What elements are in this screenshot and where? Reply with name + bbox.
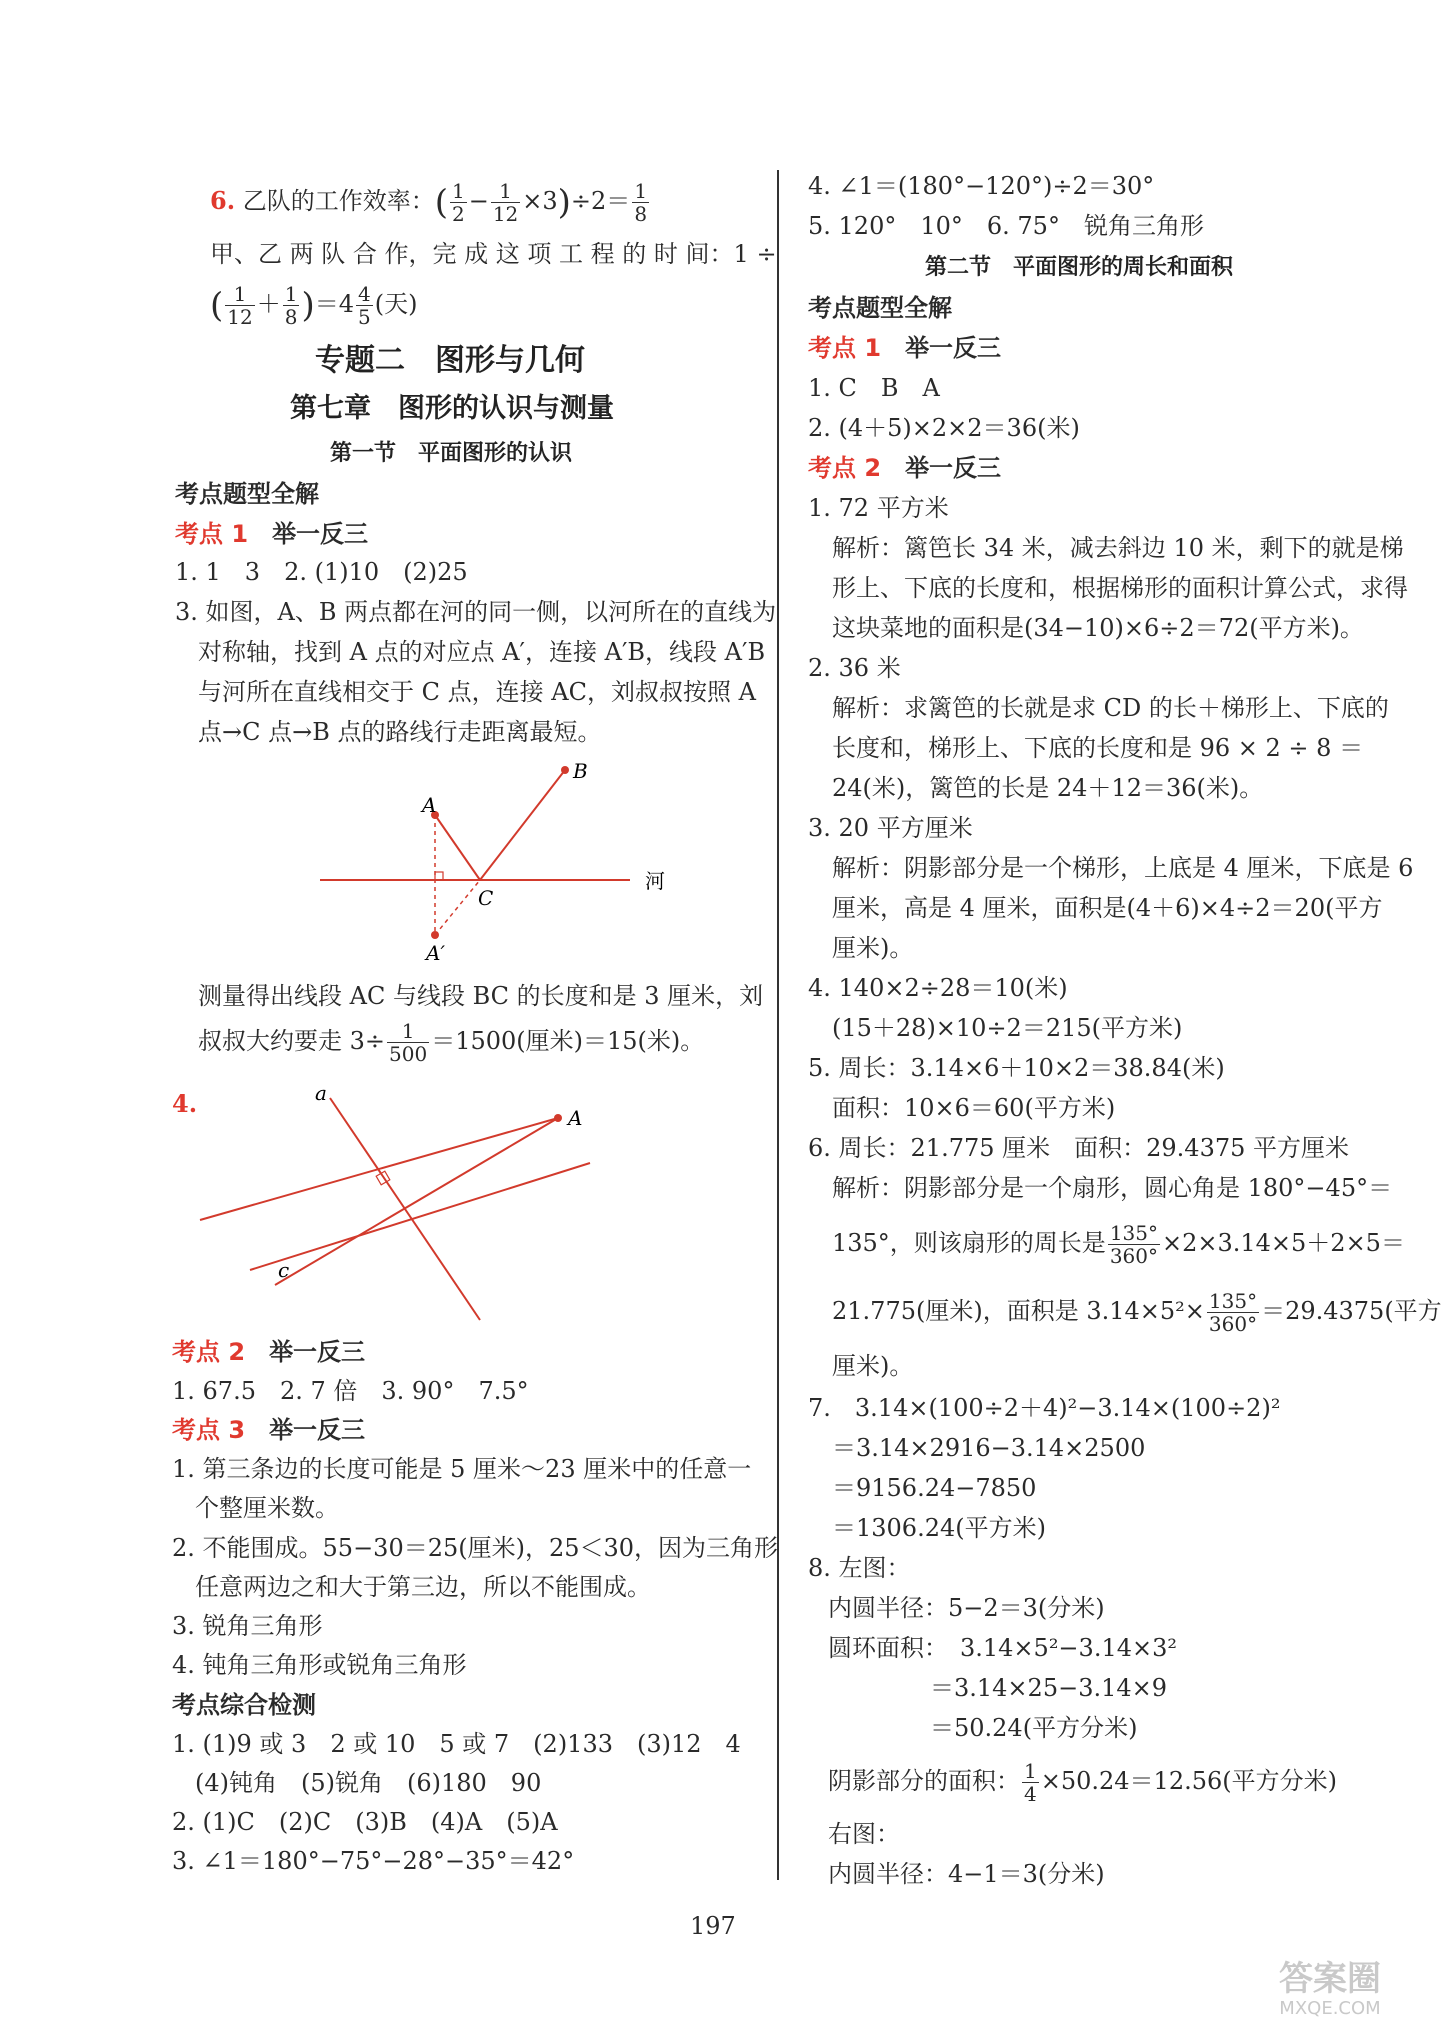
k2-3: 3. 20 平方厘米 <box>808 814 973 842</box>
k2-2a: 解析：求篱笆的长就是求 CD 的长＋梯形上、下底的 <box>832 694 1389 722</box>
k2-8: 8. 左图： <box>808 1554 911 1582</box>
zh-2: 2. (1)C (2)C (3)B (4)A (5)A <box>172 1808 558 1836</box>
kd3-3: 3. 锐角三角形 <box>172 1612 323 1640</box>
label-A: A <box>422 793 437 817</box>
k2-2c: 24(米)，篱笆的长是 24＋12＝36(米)。 <box>832 774 1264 802</box>
k2-6b: 135°，则该扇形的周长是 $\frac{135^\circ}{360^\circ}$ ×2×3.14×5＋2×5＝ <box>832 1221 1405 1268</box>
kd3-2b: 任意两边之和大于第三边，所以不能围成。 <box>195 1573 651 1601</box>
k2-1a: 解析：篱笆长 34 米，减去斜边 10 米，剩下的就是梯 <box>832 534 1404 562</box>
kd1-heading: 考点 1 举一反三 <box>175 520 369 548</box>
page-number: 197 <box>690 1912 736 1940</box>
left-column <box>150 0 779 1900</box>
kd3-1b: 个整厘米数。 <box>195 1494 339 1522</box>
k2-8f: 右图： <box>828 1820 900 1848</box>
r-kd2-heading: 考点 2 举一反三 <box>808 454 1002 482</box>
segment-A2C <box>435 880 480 935</box>
k2-5b: 面积：10×6＝60(平方米) <box>832 1094 1116 1122</box>
right-column <box>800 0 1442 1900</box>
label-B: B <box>573 759 588 783</box>
k2-3b: 厘米，高是 4 厘米，面积是(4＋6)×4÷2＝20(平方 <box>832 894 1383 922</box>
q3-after1: 测量得出线段 AC 与线段 BC 的长度和是 3 厘米，刘 <box>198 982 764 1010</box>
fraction: $\frac{1}{2}$ <box>451 179 465 226</box>
k2-7a: 7. 3.14×(100÷2＋4)²−3.14×(100÷2)² <box>808 1394 1281 1422</box>
k2-4b: (15＋28)×10÷2＝215(平方米) <box>832 1014 1183 1042</box>
point-A <box>554 1114 562 1122</box>
zh-heading: 考点综合检测 <box>172 1691 316 1719</box>
q3-line3: 与河所在直线相交于 C 点，连接 AC，刘叔叔按照 A <box>198 678 756 706</box>
column-divider <box>777 170 779 1880</box>
r4: 4. ∠1＝(180°−120°)÷2＝30° <box>808 172 1155 200</box>
perpendicular-line <box>275 1118 558 1285</box>
r5: 5. 120° 10° 6. 75° 锐角三角形 <box>808 212 1204 240</box>
chapter-title: 第七章 图形的认识与测量 <box>290 393 614 424</box>
topic-title: 专题二 图形与几何 <box>315 343 585 378</box>
right-angle-mark <box>435 872 443 880</box>
zh-1b: (4)钝角 (5)锐角 (6)180 90 <box>195 1769 542 1797</box>
k2-6a: 解析：阴影部分是一个扇形，圆心角是 180°−45°＝ <box>832 1174 1393 1202</box>
fraction: $\frac{1}{12}$ <box>492 179 519 226</box>
k2-8b: 圆环面积： 3.14×5²−3.14×3² <box>828 1634 1177 1662</box>
label-a: a <box>315 1081 327 1105</box>
kd2-answers: 1. 67.5 2. 7 倍 3. 90° 7.5° <box>172 1377 529 1405</box>
k2-4a: 4. 140×2÷28＝10(米) <box>808 974 1068 1002</box>
point-B <box>561 766 569 774</box>
parallel-lines-diagram <box>190 1081 710 1335</box>
kd3-2a: 2. 不能围成。55−30＝25(厘米)，25＜30，因为三角形 <box>172 1534 779 1562</box>
k2-1: 1. 72 平方米 <box>808 494 949 522</box>
section2-title: 第二节 平面图形的周长和面积 <box>925 255 1234 280</box>
q3-after2: 叔叔大约要走 3÷ $\frac{1}{500}$ ＝1500(厘米)＝15(米)。 <box>198 1019 705 1066</box>
fraction: $\frac{1}{8}$ <box>634 179 648 226</box>
label-C: C <box>478 886 494 910</box>
k2-3c: 厘米)。 <box>832 934 914 962</box>
k2-8e: 阴影部分的面积： $\frac{1}{4}$ ×50.24＝12.56(平方分米) <box>828 1759 1337 1806</box>
point-A-prime <box>431 931 439 939</box>
label-A-prime: A′ <box>426 941 445 965</box>
q3-line2: 对称轴，找到 A 点的对应点 A′，连接 A′B，线段 A′B <box>198 638 766 666</box>
k2-7d: ＝1306.24(平方米) <box>832 1514 1046 1542</box>
kd3-1a: 1. 第三条边的长度可能是 5 厘米～23 厘米中的任意一 <box>172 1455 752 1483</box>
r-kd1-heading: 考点 1 举一反三 <box>808 334 1002 362</box>
label-river: 河 <box>645 869 665 893</box>
k2-6d: 厘米)。 <box>832 1352 914 1380</box>
k2-8a: 内圆半径：5−2＝3(分米) <box>828 1594 1105 1622</box>
k2-3a: 解析：阴影部分是一个梯形，上底是 4 厘米，下底是 6 <box>832 854 1414 882</box>
k2-6c: 21.775(厘米)，面积是 3.14×5²× $\frac{135^\circ}{360^\circ}$ ＝29.4375(平方 <box>832 1289 1442 1336</box>
label-c: c <box>278 1258 290 1282</box>
k2-8d: ＝50.24(平方分米) <box>930 1714 1138 1742</box>
kdtx-heading: 考点题型全解 <box>175 480 319 508</box>
kd3-4: 4. 钝角三角形或锐角三角形 <box>172 1651 467 1679</box>
k2-7c: ＝9156.24−7850 <box>832 1474 1037 1502</box>
line-a <box>330 1098 480 1320</box>
kd3-heading: 考点 3 举一反三 <box>172 1416 366 1444</box>
zh-1a: 1. (1)9 或 3 2 或 10 5 或 7 (2)133 (3)12 4 <box>172 1730 741 1758</box>
r-kdtx-heading: 考点题型全解 <box>808 294 952 322</box>
segment-AC <box>435 815 480 880</box>
k2-6: 6. 周长：21.775 厘米 面积：29.4375 平方厘米 <box>808 1134 1350 1162</box>
watermark-logo: 答案圈 MXQE.COM <box>1279 1959 1381 2019</box>
k2-8g: 内圆半径：4−1＝3(分米) <box>828 1860 1105 1888</box>
q3-line1: 3. 如图，A、B 两点都在河的同一侧，以河所在的直线为 <box>175 598 777 626</box>
river-diagram <box>300 760 800 970</box>
line-c <box>250 1163 590 1270</box>
q6-line1: 6. 乙队的工作效率：( $\frac{1}{2}$ − $\frac{1}{12}$ ×3)÷2＝ $\frac{1}{8}$ <box>210 179 648 226</box>
section-title: 第一节 平面图形的认识 <box>330 441 573 466</box>
label-A: A <box>568 1106 583 1130</box>
zh-3: 3. ∠1＝180°−75°−28°−35°＝42° <box>172 1847 575 1875</box>
k2-1c: 这块菜地的面积是(34−10)×6÷2＝72(平方米)。 <box>832 614 1364 642</box>
k2-7b: ＝3.14×2916−3.14×2500 <box>832 1434 1146 1462</box>
k2-5a: 5. 周长：3.14×6＋10×2＝38.84(米) <box>808 1054 1225 1082</box>
k2-2: 2. 36 米 <box>808 654 901 682</box>
k1-2: 2. (4＋5)×2×2＝36(米) <box>808 414 1080 442</box>
q6-line3: ( $\frac{1}{12}$ ＋ $\frac{1}{8}$ )＝4 $\frac{4}{5}$ (天) <box>210 282 418 329</box>
kd2-heading: 考点 2 举一反三 <box>172 1338 366 1366</box>
k2-1b: 形上、下底的长度和，根据梯形的面积计算公式，求得 <box>832 574 1408 602</box>
k2-8c: ＝3.14×25−3.14×9 <box>930 1674 1168 1702</box>
q6-line2: 甲、乙 两 队 合 作，完 成 这 项 工 程 的 时 间：1 ÷ <box>210 240 777 268</box>
answers-1-2: 1. 1 3 2. (1)10 (2)25 <box>175 558 468 586</box>
k1-1: 1. C B A <box>808 374 940 402</box>
k2-2b: 长度和，梯形上、下底的长度和是 96 × 2 ÷ 8 ＝ <box>832 734 1364 762</box>
q4-number: 4. <box>172 1089 198 1118</box>
segment-CB <box>480 770 565 880</box>
q3-line4: 点→C 点→B 点的路线行走距离最短。 <box>198 718 602 746</box>
